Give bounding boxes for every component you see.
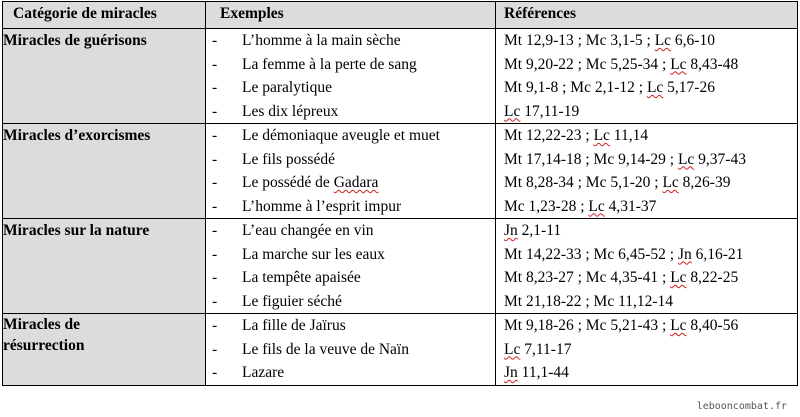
dash-bullet: - xyxy=(212,32,218,49)
dash-bullet: - xyxy=(212,364,218,381)
category-line: résurrection xyxy=(3,337,85,354)
examples-cell xyxy=(206,314,496,386)
list-item xyxy=(206,219,495,243)
reference-line: Mt 12,22-23 ; Lc 11,14 xyxy=(504,127,649,144)
header-references: Références xyxy=(496,2,798,29)
references-cell xyxy=(496,124,798,219)
dash-bullet: - xyxy=(212,102,218,120)
category-line: Miracles de xyxy=(3,316,81,333)
examples-cell xyxy=(206,29,496,124)
list-item xyxy=(206,243,495,267)
table-row xyxy=(3,219,798,314)
reference-line: Mt 12,9-13 ; Mc 3,1-5 ; Lc 6,6-10 xyxy=(504,32,715,49)
header-category: Catégorie de miracles xyxy=(3,2,206,29)
dash-bullet: - xyxy=(212,317,218,334)
dash-bullet: - xyxy=(212,174,218,191)
example-text: La femme à la perte de sang xyxy=(242,55,417,73)
list-item xyxy=(206,314,495,338)
dash-bullet: - xyxy=(212,79,218,96)
reference-line: Mc 1,23-28 ; Lc 4,31-37 xyxy=(504,197,657,215)
dash-bullet: - xyxy=(212,292,218,310)
dash-bullet: - xyxy=(212,340,218,358)
reference-line: Lc 7,11-17 xyxy=(504,340,572,358)
example-text: Le figuier séché xyxy=(242,292,342,310)
example-text: L’homme à la main sèche xyxy=(242,32,401,49)
reference-line: Jn 2,1-11 xyxy=(504,222,562,239)
list-item xyxy=(206,76,495,100)
references-cell xyxy=(496,314,798,386)
references-cell xyxy=(496,219,798,314)
references-cell xyxy=(496,29,798,124)
example-text: La tempête apaisée xyxy=(242,269,361,286)
dash-bullet: - xyxy=(212,127,218,144)
list-item xyxy=(206,361,495,385)
dash-bullet: - xyxy=(212,245,218,263)
list-item xyxy=(206,53,495,77)
table-header-row xyxy=(3,2,798,29)
example-text: Le démoniaque aveugle et muet xyxy=(242,127,440,144)
list-item xyxy=(206,148,495,172)
reference-line: Mt 8,28-34 ; Mc 5,1-20 ; Lc 8,26-39 xyxy=(504,174,731,191)
example-text: L’eau changée en vin xyxy=(242,222,374,239)
header-examples: Exemples xyxy=(206,2,496,29)
reference-line: Mt 8,23-27 ; Mc 4,35-41 ; Lc 8,22-25 xyxy=(504,269,739,286)
reference-line: Mt 17,14-18 ; Mc 9,14-29 ; Lc 9,37-43 xyxy=(504,150,746,168)
example-text: Lazare xyxy=(242,364,285,381)
example-text: L’homme à l’esprit impur xyxy=(242,197,402,215)
list-item xyxy=(206,100,495,124)
table-row xyxy=(3,124,798,219)
example-text: Les dix lépreux xyxy=(242,102,339,120)
list-item xyxy=(206,124,495,148)
reference-line: Mt 9,1-8 ; Mc 2,1-12 ; Lc 5,17-26 xyxy=(504,79,715,96)
reference-line: Mt 9,20-22 ; Mc 5,25-34 ; Lc 8,43-48 xyxy=(504,55,739,73)
list-item xyxy=(206,171,495,195)
dash-bullet: - xyxy=(212,222,218,239)
category-cell xyxy=(3,314,206,386)
reference-line: Lc 17,11-19 xyxy=(504,102,580,120)
examples-cell xyxy=(206,124,496,219)
reference-line: Mt 14,22-33 ; Mc 6,45-52 ; Jn 6,16-21 xyxy=(504,245,744,263)
example-text: Le paralytique xyxy=(242,79,332,96)
example-text: Le fils possédé xyxy=(242,150,335,168)
examples-cell xyxy=(206,219,496,314)
example-text: La fille de Jaïrus xyxy=(242,317,346,334)
category-cell: Miracles d’exorcismes xyxy=(3,124,206,219)
reference-line: Mt 9,18-26 ; Mc 5,21-43 ; Lc 8,40-56 xyxy=(504,317,739,334)
miracles-table xyxy=(2,1,798,386)
table-row xyxy=(3,314,798,386)
dash-bullet: - xyxy=(212,269,218,286)
watermark: lebooncombat.fr xyxy=(696,401,787,412)
list-item xyxy=(206,290,495,314)
reference-line: Jn 11,1-44 xyxy=(504,364,569,381)
reference-line: Mt 21,18-22 ; Mc 11,12-14 xyxy=(504,292,674,310)
table-row xyxy=(3,29,798,124)
dash-bullet: - xyxy=(212,197,218,215)
list-item xyxy=(206,29,495,53)
category-cell: Miracles sur la nature xyxy=(3,219,206,314)
list-item xyxy=(206,338,495,362)
dash-bullet: - xyxy=(212,150,218,168)
example-text: La marche sur les eaux xyxy=(242,245,385,263)
dash-bullet: - xyxy=(212,55,218,73)
category-cell: Miracles de guérisons xyxy=(3,29,206,124)
example-text: Le possédé de Gadara xyxy=(242,174,379,191)
example-text: Le fils de la veuve de Naïn xyxy=(242,340,409,358)
list-item xyxy=(206,195,495,219)
list-item xyxy=(206,266,495,290)
